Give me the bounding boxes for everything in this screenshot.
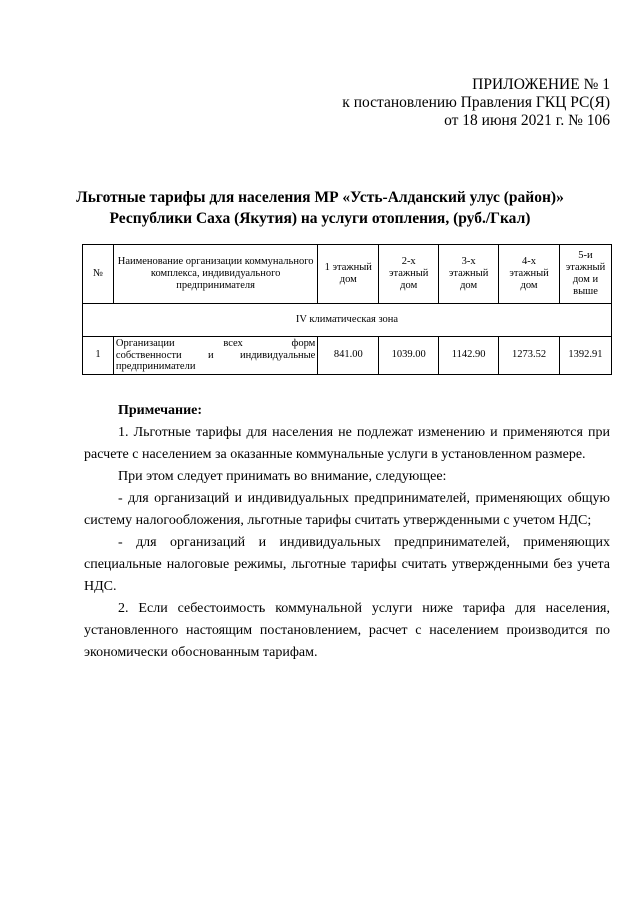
appendix-resolution: к постановлению Правления ГКЦ РС(Я) (342, 94, 610, 111)
document-title (0, 187, 640, 229)
note-paragraph-1: 1. Льготные тарифы для населения не подлежат изменению и применяются при расчете с населением за оказанные коммунальные услуги в установленном размере. (84, 425, 610, 462)
tariff-4-floor: 1273.52 (499, 337, 560, 375)
note-paragraph-2: При этом следует принимать во внимание, следующее: (118, 469, 447, 484)
table-row (83, 337, 612, 375)
tariff-3-floor: 1142.90 (439, 337, 499, 375)
title-line-2: Республики Саха (Якутия) на услуги отопления, (руб./Гкал) (109, 210, 531, 227)
org-line-1: Организации всех форм (115, 338, 316, 349)
header-3-floor: 3-х этажный дом (439, 245, 499, 304)
notes-heading: Примечание: (118, 403, 203, 418)
row-number: 1 (83, 337, 114, 375)
note-paragraph-4: - для организаций и индивидуальных предпринимателей, применяющих специальные налоговые режимы, льготные тарифы считать утвержденными без учета НДС. (84, 535, 610, 594)
row-organization (113, 337, 317, 375)
tariff-table (82, 244, 612, 375)
header-1-floor: 1 этажный дом (318, 245, 379, 304)
note-paragraph-5: 2. Если себестоимость коммунальной услуги ниже тарифа для населения, установленного настоящим постановлением, расчет с населением производится по экономически обоснованным тарифам. (84, 601, 610, 660)
tariff-2-floor: 1039.00 (379, 337, 439, 375)
climate-zone-row (83, 304, 612, 337)
notes-section (84, 400, 610, 664)
appendix-title: ПРИЛОЖЕНИЕ № 1 (472, 76, 610, 93)
title-line-1: Льготные тарифы для населения МР «Усть-Алданский улус (район)» (76, 189, 564, 206)
header-4-floor: 4-х этажный дом (499, 245, 560, 304)
note-paragraph-3: - для организаций и индивидуальных предпринимателей, применяющих общую систему налогообложения, льготные тарифы считать утвержденными с учетом НДС; (84, 491, 610, 528)
tariff-5-floor-plus: 1392.91 (559, 337, 611, 375)
appendix-block (342, 76, 610, 130)
table-header-row (83, 245, 612, 304)
org-line-2: собственности и индивидуальные (115, 349, 316, 361)
appendix-date: от 18 июня 2021 г. № 106 (444, 112, 610, 129)
header-number: № (83, 245, 114, 304)
header-5-floor-plus: 5-и этажный дом и выше (559, 245, 611, 304)
org-line-3: предприниматели (115, 361, 196, 372)
climate-zone-label: IV климатическая зона (83, 304, 612, 337)
tariff-1-floor: 841.00 (318, 337, 379, 375)
header-2-floor: 2-х этажный дом (379, 245, 439, 304)
header-organization: Наименование организации коммунального комплекса, индивидуального предпринимателя (113, 245, 317, 304)
